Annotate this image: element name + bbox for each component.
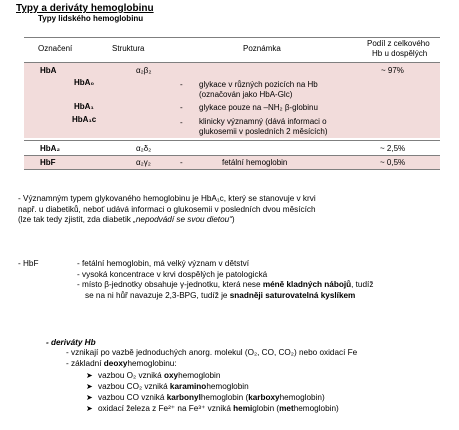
hba2-label: HbA₂ <box>40 144 60 153</box>
text-span: oxidací železa z Fe²⁺ na Fe³⁺ vzniká <box>98 404 234 413</box>
bold-text: méně kladných nábojů <box>262 280 352 289</box>
note-dash: - <box>180 158 183 167</box>
text-span: - základní <box>66 358 104 368</box>
hba2-share: ~ 2,5% <box>380 144 406 153</box>
text-line: - fetální hemoglobin, má velký význam v dětství <box>77 259 250 268</box>
bold-text: hemi <box>233 404 253 413</box>
bold-text: karboxy <box>248 393 280 402</box>
row-divider <box>24 62 440 63</box>
bold-text: snadněji saturovatelná kyslíkem <box>229 290 356 300</box>
hba-share: ~ 97% <box>381 66 404 75</box>
hbf-structure: α₂γ₂ <box>136 158 151 167</box>
text-line <box>18 215 316 226</box>
emphasis-text: „nepodvádí se svou dietou“ <box>133 215 232 224</box>
hbf-section-label: - HbF <box>18 259 39 268</box>
bold-text: oxy <box>163 371 179 380</box>
list-item <box>86 392 339 403</box>
hbf-section <box>77 259 373 301</box>
hba2-structure: α₂δ₂ <box>136 144 152 153</box>
text-span: ) <box>231 215 235 224</box>
text-span: hemoglobin) <box>293 404 339 413</box>
hba0-label: HbA₀ <box>74 78 95 87</box>
text-line <box>77 280 373 291</box>
text-span: , tudíž <box>351 280 374 289</box>
text-line <box>66 359 357 370</box>
text-line: - vznikají po vazbě jednoduchých anorg. molekul (O₂, CO, CO₂) nebo oxidací Fe <box>66 348 358 357</box>
table-top-border <box>24 37 440 38</box>
list-item <box>86 370 339 381</box>
derivaty-section <box>66 348 357 369</box>
header-poznamka: Poznámka <box>243 44 281 53</box>
text-span: hemoglobinu: <box>127 358 177 368</box>
page-title: Typy a deriváty hemoglobinu <box>16 3 154 14</box>
derivaty-heading <box>46 338 96 349</box>
text-span: vazbou CO vzniká <box>98 393 167 402</box>
bold-text: met <box>279 404 294 413</box>
hba1c-label: HbA₁c <box>72 115 97 124</box>
text-span: vazbou O₂ vzniká <box>98 371 164 380</box>
row-divider <box>24 140 440 141</box>
text-line <box>77 291 373 302</box>
table-bottom-border <box>24 169 440 170</box>
text-line: např. u diabetiků, neboť udává informaci o glukosemii v posledních dvou měsících <box>18 204 316 214</box>
bold-text: karamino <box>169 382 207 391</box>
header-podil-2: Hb u dospělých <box>372 49 428 58</box>
hba0-note-2: (označován jako HbA-Glc) <box>199 90 293 99</box>
hba1c-note-1: klinicky významný (dává informaci o <box>199 117 327 126</box>
note-dash: - <box>180 103 183 112</box>
text-span: (lze tak tedy zjistit, zda diabetik <box>18 215 134 224</box>
list-item <box>86 381 339 392</box>
arrow-bullet-icon: ➤ <box>86 382 93 391</box>
text-span: hemoglobin <box>178 371 221 380</box>
arrow-bullet-icon: ➤ <box>86 371 93 380</box>
row-divider <box>24 155 440 156</box>
text-span: - místo β-jednotky obsahuje γ-jednotku, která nese <box>77 280 263 289</box>
header-oznaceni: Označení <box>38 44 73 53</box>
header-struktura: Struktura <box>112 44 145 53</box>
text-span: hemoglobin ( <box>200 393 249 402</box>
text-line: - vysoká koncentrace v krvi dospělých je patologická <box>77 269 268 279</box>
text-line: - Významným typem glykovaného hemoglobinu je HbA₁c, který se stanovuje v krvi <box>18 194 316 203</box>
bold-text: karbonyl <box>166 393 201 402</box>
hba0-note-1: glykace v různých pozicích na Hb <box>199 80 318 89</box>
text-span: hemoglobin) <box>279 393 325 402</box>
note-dash: - <box>180 80 183 89</box>
hba-structure: α₂β₂ <box>136 66 152 75</box>
hbf-share: ~ 0,5% <box>380 158 406 167</box>
list-item <box>86 403 339 414</box>
hba1-note: glykace pouze na –NH₂ β-globinu <box>199 103 318 112</box>
table-caption: Typy lidského hemoglobinu <box>38 14 144 23</box>
header-podil: Podíl z celkového <box>367 39 430 48</box>
text-span: hemoglobin <box>206 382 249 391</box>
glycated-paragraph <box>18 194 316 226</box>
arrow-bullet-icon: ➤ <box>86 393 93 402</box>
hba-label: HbA <box>40 66 57 75</box>
note-dash: - <box>180 118 183 127</box>
text-span: vazbou CO₂ vzniká <box>98 382 170 391</box>
hbf-note: fetální hemoglobin <box>222 158 288 167</box>
bold-text: deoxy <box>103 358 128 368</box>
hba1c-note-2: glukosemii v posledních 2 měsících) <box>199 127 328 136</box>
text-span: globin ( <box>252 404 280 413</box>
arrow-bullet-icon: ➤ <box>86 404 93 413</box>
hba1-label: HbA₁ <box>74 102 94 111</box>
derivaty-list <box>86 370 339 414</box>
heading-text: - deriváty Hb <box>46 338 96 347</box>
hbf-label: HbF <box>40 158 56 167</box>
text-span: se na ni hůř navazuje 2,3-BPG, tudíž je <box>85 290 230 300</box>
